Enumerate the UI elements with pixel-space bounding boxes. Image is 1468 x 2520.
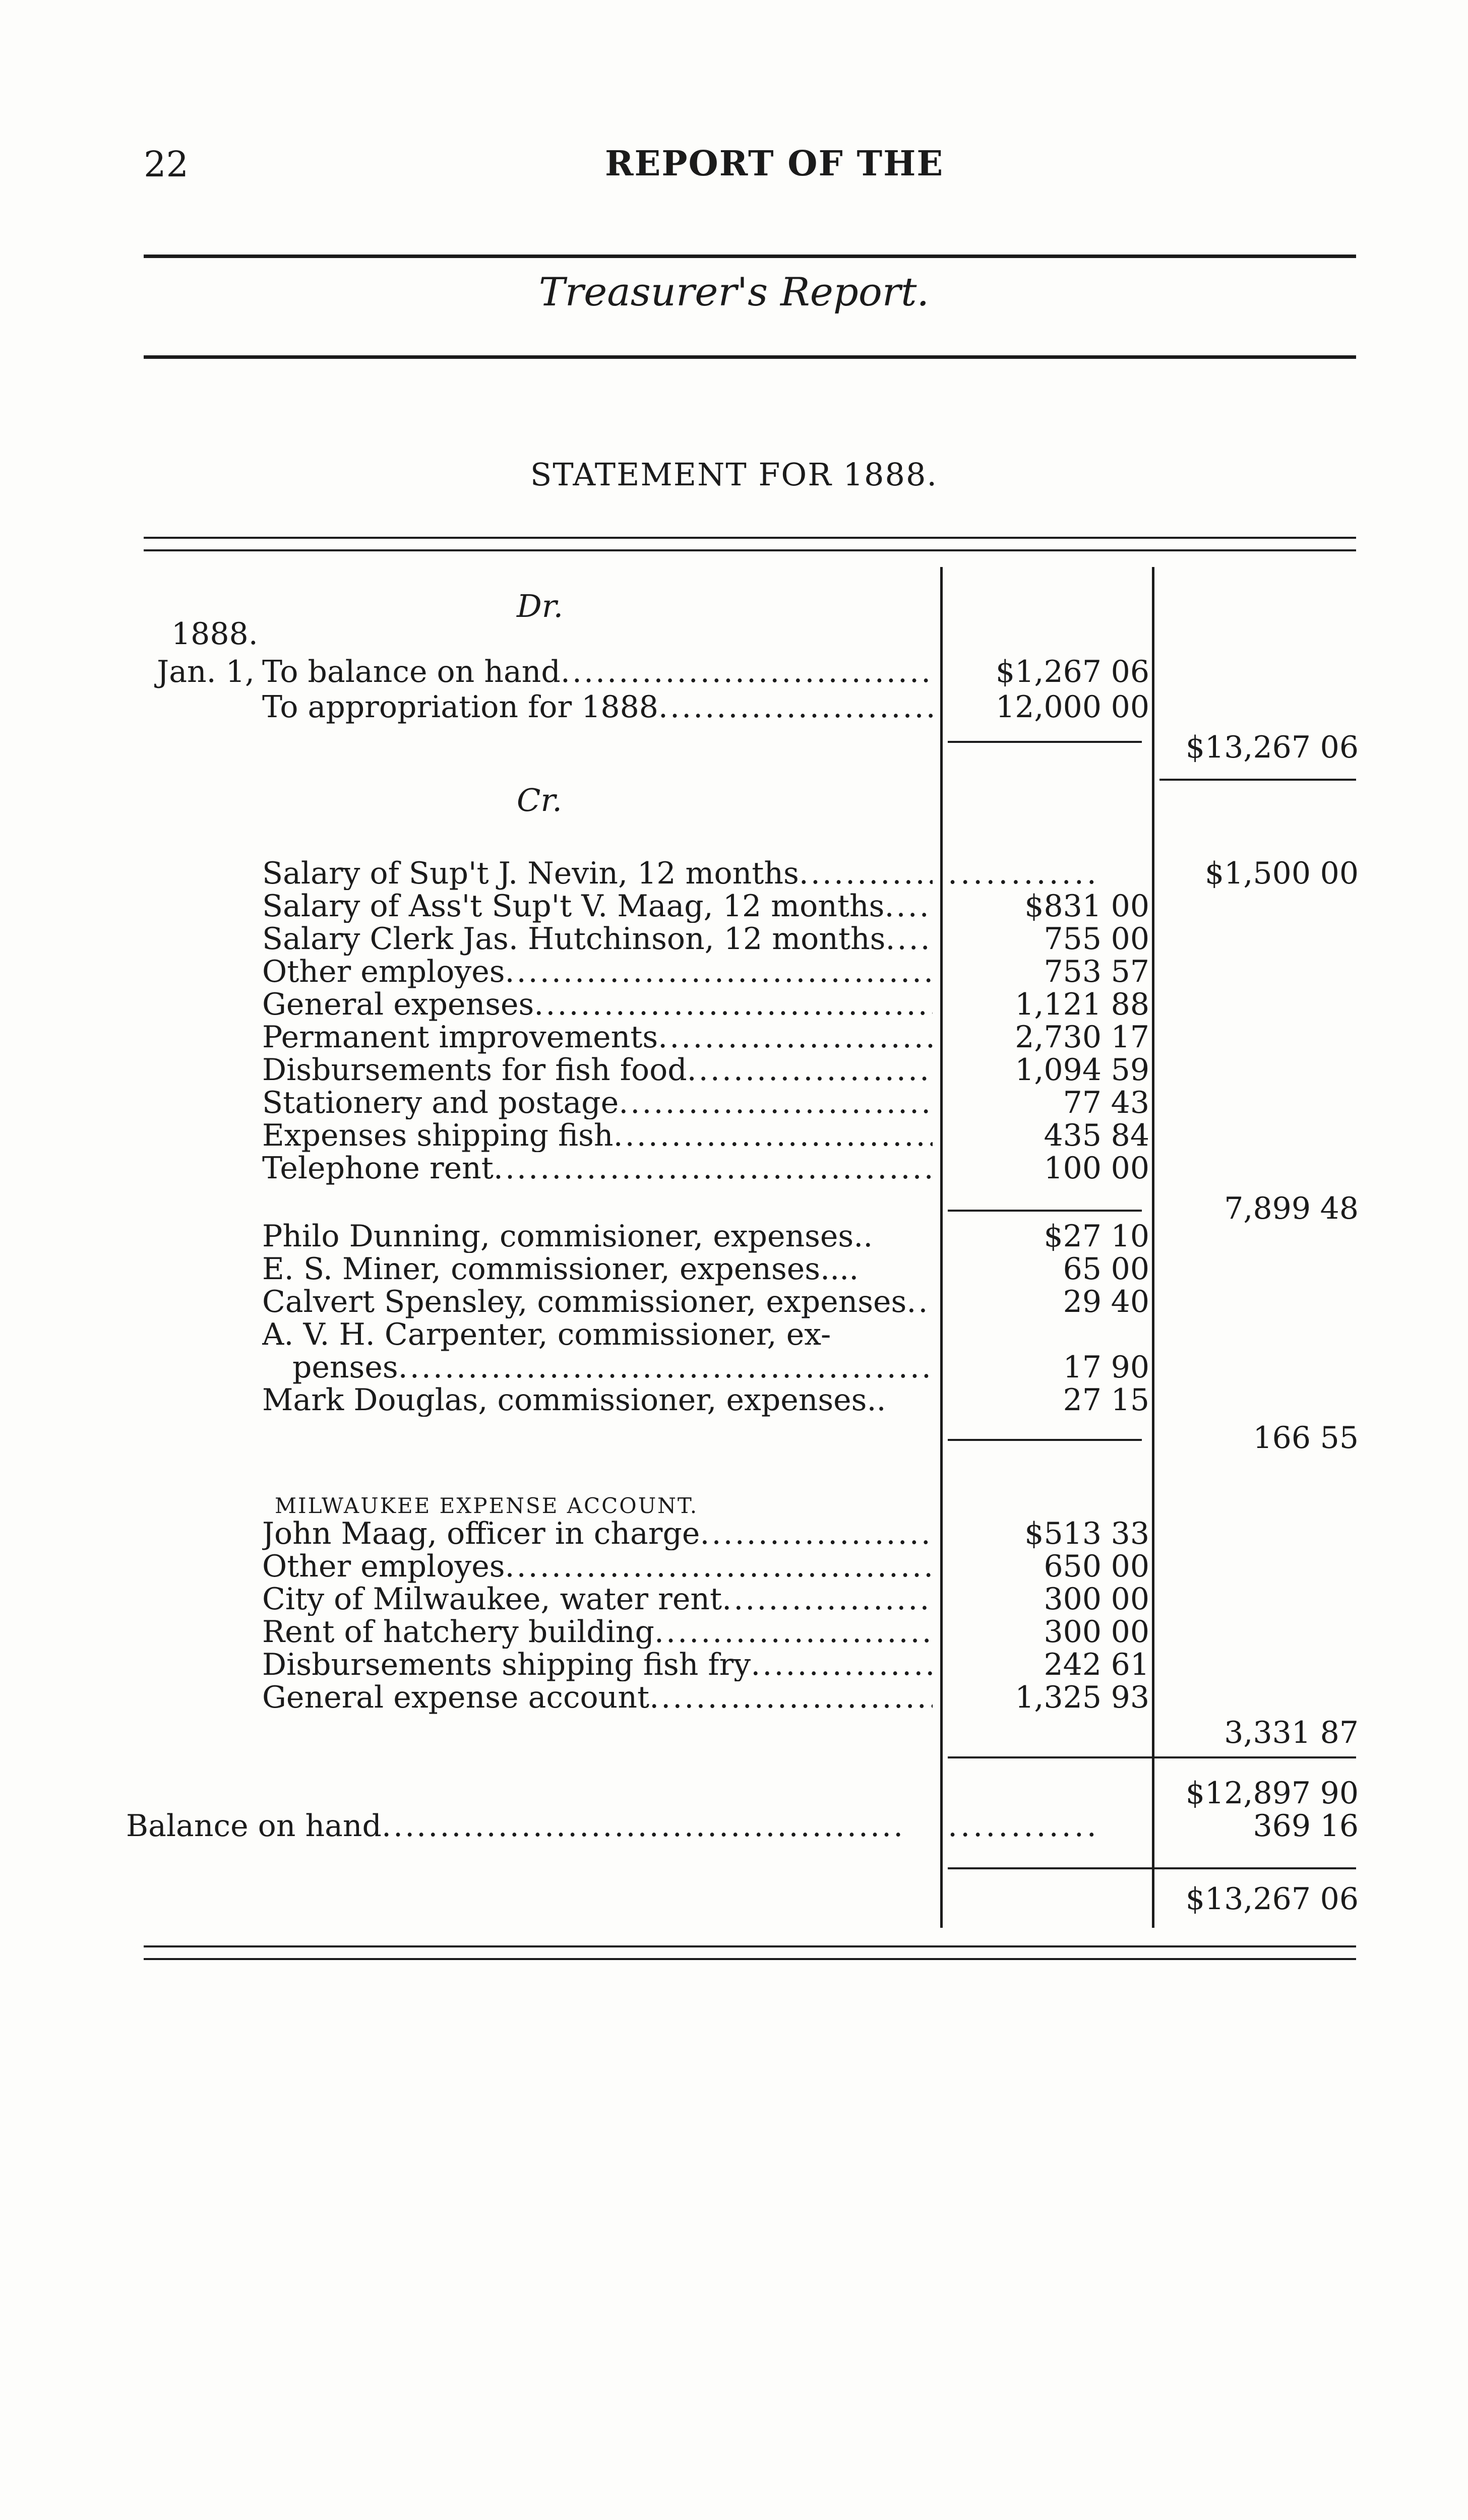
dot-leader <box>649 1681 933 1714</box>
ledger-row <box>0 1152 1468 1185</box>
amount-dollars: $831 <box>1024 889 1102 924</box>
entry-label: A. V. H. Carpenter, commissioner, ex- <box>262 1318 831 1351</box>
entry-description <box>262 1053 933 1087</box>
milwaukee-total <box>1159 1716 1359 1749</box>
dot-leader <box>886 1383 933 1417</box>
amount-cents: 90 <box>1320 1776 1359 1811</box>
amount-cents: 57 <box>1111 954 1149 989</box>
empty-amount-dots: ............ <box>948 857 1099 890</box>
dot-leader <box>505 955 933 988</box>
entry-description <box>262 1681 933 1714</box>
table-rule-bottom-2 <box>144 1958 1356 1960</box>
entry-description <box>262 1648 933 1681</box>
ledger-row <box>0 1583 1468 1616</box>
amount-dollars: 753 <box>1044 954 1102 989</box>
ledger-row <box>0 1252 1468 1286</box>
amount-col1 <box>948 1119 1149 1152</box>
amount-cents: 06 <box>1320 1881 1359 1917</box>
entry-label: General expense account <box>262 1681 650 1714</box>
entry-label: Calvert Spensley, commissioner, expenses <box>262 1285 907 1318</box>
year-label: 1888. <box>171 616 258 652</box>
entry-description <box>262 1383 933 1417</box>
entry-description <box>262 890 933 923</box>
balance-amount <box>1159 1809 1359 1843</box>
ledger-row <box>0 988 1468 1021</box>
amount-dollars: 242 <box>1044 1647 1102 1682</box>
amount-cents: 17 <box>1111 1020 1149 1055</box>
dot-leader <box>654 1615 933 1649</box>
amount-cents: 00 <box>1111 1614 1149 1650</box>
amount-col1 <box>948 655 1149 688</box>
amount-col1 <box>948 1550 1149 1583</box>
expended-total <box>1159 1777 1359 1810</box>
grand-total <box>1159 1882 1359 1916</box>
ledger-row <box>0 1021 1468 1054</box>
amount-col1 <box>948 1053 1149 1087</box>
amount-cents: 06 <box>1320 730 1359 765</box>
amount-dollars: 650 <box>1044 1549 1102 1584</box>
amount-dollars: 300 <box>1044 1614 1102 1650</box>
entry-description <box>292 1351 933 1384</box>
amount-col1 <box>948 1383 1149 1417</box>
entry-label: Other employes <box>262 1550 505 1583</box>
ledger-row <box>0 1383 1468 1417</box>
amount-dollars: 755 <box>1044 921 1102 957</box>
amount-dollars: 1,094 <box>1015 1052 1102 1088</box>
amount-col1 <box>948 1285 1149 1318</box>
amount-col1 <box>948 1681 1149 1714</box>
balance-label: Balance on hand <box>126 1809 382 1843</box>
ledger-row <box>0 1615 1468 1649</box>
credit-row <box>0 857 1468 890</box>
amount-dollars: 1,325 <box>1015 1680 1102 1715</box>
balance-description <box>126 1809 902 1843</box>
amount-dollars: $27 <box>1044 1219 1102 1254</box>
amount-dollars: 12,000 <box>996 689 1102 725</box>
entry-description <box>262 955 933 988</box>
debit-total <box>1159 731 1359 764</box>
entry-description <box>262 690 933 724</box>
dot-leader <box>561 655 933 688</box>
header-rule-top <box>144 255 1356 258</box>
ledger-row <box>0 1086 1468 1119</box>
table-rule-top-1 <box>144 537 1356 539</box>
amount-col1 <box>948 690 1149 724</box>
entry-label: Permanent improvements <box>262 1021 658 1054</box>
header-rule-bottom <box>144 355 1356 359</box>
expended-row <box>0 1777 1468 1810</box>
entry-description <box>262 655 933 688</box>
entry-date: Jan. 1, <box>157 654 255 689</box>
entry-description <box>262 1615 933 1649</box>
entry-label: Expenses shipping fish <box>262 1119 614 1152</box>
entry-label: Telephone rent <box>262 1152 494 1185</box>
entry-description <box>262 1086 933 1119</box>
amount-cents: 00 <box>1320 856 1359 891</box>
page-number: 22 <box>144 144 189 185</box>
ledger-row <box>0 1517 1468 1550</box>
amount-col1 <box>948 1252 1149 1286</box>
amount-cents: 61 <box>1111 1647 1149 1682</box>
debit-year-row <box>0 617 1468 651</box>
table-rule-bottom-1 <box>144 1945 1356 1947</box>
amount-dollars: 65 <box>1063 1251 1102 1287</box>
ledger-row <box>0 1681 1468 1714</box>
entry-description <box>262 1285 933 1318</box>
milwaukee-total-row <box>0 1716 1468 1749</box>
dot-leader <box>398 1351 933 1384</box>
entry-description <box>262 1550 933 1583</box>
amount-cents: 00 <box>1111 1549 1149 1584</box>
amount-cents: 93 <box>1111 1680 1149 1715</box>
amount-dollars: $13,267 <box>1185 730 1311 765</box>
amount-dollars: 435 <box>1044 1118 1102 1153</box>
entry-description <box>262 1517 933 1550</box>
amount-col1 <box>948 1021 1149 1054</box>
amount-col1 <box>948 1517 1149 1550</box>
amount-dollars: $1,500 <box>1205 856 1311 891</box>
statement-title: STATEMENT FOR 1888. <box>530 456 938 493</box>
debit-total-row <box>0 731 1468 764</box>
entry-label: To appropriation for 1888 <box>262 690 658 724</box>
entry-label: Salary of Sup't J. Nevin, 12 months <box>262 857 799 890</box>
amount-dollars: $12,897 <box>1185 1776 1311 1811</box>
amount-dollars: 300 <box>1044 1582 1102 1617</box>
amount-cents: 00 <box>1111 889 1149 924</box>
amount-dollars: $1,267 <box>996 654 1102 689</box>
amount-col1 <box>948 1583 1149 1616</box>
entry-description <box>262 1152 933 1185</box>
amount-dollars: 17 <box>1063 1350 1102 1385</box>
amount-dollars: 2,730 <box>1015 1020 1102 1055</box>
amount-dollars: $513 <box>1024 1516 1102 1551</box>
entry-label: Other employes <box>262 955 505 988</box>
dot-leader <box>619 1086 933 1119</box>
amount-cents: 33 <box>1111 1516 1149 1551</box>
entry-description <box>262 1119 933 1152</box>
entry-label: Disbursements for fish food <box>262 1053 687 1087</box>
amount-dollars: 3,331 <box>1224 1715 1311 1750</box>
amount-cents: 06 <box>1111 654 1149 689</box>
entry-label: City of Milwaukee, water rent <box>262 1583 722 1616</box>
dot-leader <box>687 1053 933 1087</box>
amount-dollars: 1,121 <box>1015 987 1102 1022</box>
ledger-row <box>0 890 1468 923</box>
amount-cents: 00 <box>1111 1251 1149 1287</box>
amount-cents: 00 <box>1111 921 1149 957</box>
dot-leader <box>859 1252 933 1286</box>
dot-leader <box>722 1583 933 1616</box>
dot-leader <box>614 1119 933 1152</box>
amount-dollars: 100 <box>1044 1151 1102 1186</box>
entry-label: penses <box>292 1351 398 1384</box>
dot-leader <box>658 690 933 724</box>
amount-dollars: 7,899 <box>1224 1191 1311 1226</box>
credit-heading: Cr. <box>517 782 562 818</box>
dot-leader <box>906 1285 933 1318</box>
ledger-row <box>0 1053 1468 1087</box>
ledger-row <box>0 1285 1468 1318</box>
entry-label: E. S. Miner, commissioner, expenses.... <box>262 1252 859 1286</box>
amount-cents: 15 <box>1111 1382 1149 1418</box>
entry-description <box>262 1583 933 1616</box>
amount-cents: 43 <box>1111 1085 1149 1120</box>
amount-cents: 88 <box>1111 987 1149 1022</box>
entry-label: Mark Douglas, commissioner, expenses.. <box>262 1383 886 1417</box>
dot-leader <box>751 1648 933 1681</box>
total-rule <box>948 1867 1356 1869</box>
grand-total-row <box>0 1882 1468 1916</box>
ledger-row <box>0 1648 1468 1681</box>
dot-leader <box>494 1152 933 1185</box>
subtotal-rule <box>948 1756 1356 1758</box>
entry-label: General expenses <box>262 988 534 1021</box>
amount-col1 <box>948 1086 1149 1119</box>
ledger-row <box>0 1550 1468 1583</box>
entry-label: Disbursements shipping fish fry <box>262 1648 751 1681</box>
entry-label: Salary Clerk Jas. Hutchinson, 12 months <box>262 922 886 956</box>
running-head: REPORT OF THE <box>605 144 944 184</box>
ledger-row <box>0 955 1468 988</box>
amount-col1 <box>948 1152 1149 1185</box>
dot-leader <box>700 1517 933 1550</box>
amount-cents: 00 <box>1111 689 1149 725</box>
debit-heading: Dr. <box>517 588 564 624</box>
entry-description <box>262 857 933 890</box>
balance-row <box>0 1809 1468 1843</box>
amount-col1 <box>948 988 1149 1021</box>
amount-cents: 10 <box>1111 1219 1149 1254</box>
milwaukee-heading: MILWAUKEE EXPENSE ACCOUNT. <box>275 1493 699 1518</box>
entry-label: Rent of hatchery building <box>262 1615 654 1649</box>
amount-dollars: 369 <box>1253 1808 1311 1844</box>
dot-leader <box>884 890 933 923</box>
debit-row <box>0 690 1468 724</box>
entry-description <box>262 988 933 1021</box>
dot-leader <box>382 1809 902 1843</box>
amount-dollars: $13,267 <box>1185 1881 1311 1917</box>
ledger-row <box>0 1318 1468 1351</box>
entry-label: Stationery and postage <box>262 1086 619 1119</box>
ledger-row <box>0 1119 1468 1152</box>
commissioners-total-row <box>0 1421 1468 1455</box>
ledger-row <box>0 1351 1468 1384</box>
amount-cents: 87 <box>1320 1715 1359 1750</box>
amount-cents: 48 <box>1320 1191 1359 1226</box>
amount-cents: 55 <box>1320 1420 1359 1456</box>
dot-leader <box>658 1021 933 1054</box>
amount-cents: 84 <box>1111 1118 1149 1153</box>
total-rule <box>1159 779 1356 781</box>
entry-label: John Maag, officer in charge <box>262 1517 700 1550</box>
entry-label: To balance on hand <box>262 655 561 688</box>
dot-leader <box>831 1318 933 1351</box>
entry-label: Philo Dunning, commisioner, expenses.. <box>262 1220 873 1253</box>
table-rule-top-2 <box>144 549 1356 551</box>
dot-leader <box>799 857 933 890</box>
amount-cents: 00 <box>1111 1582 1149 1617</box>
debit-row <box>0 655 1468 688</box>
amount-dollars: 29 <box>1063 1284 1102 1319</box>
amount-dollars: 77 <box>1063 1085 1102 1120</box>
dot-leader <box>534 988 933 1021</box>
entry-description <box>262 1220 933 1253</box>
empty-amount-dots: ............ <box>948 1809 1099 1843</box>
amount-cents: 59 <box>1111 1052 1149 1088</box>
amount-dollars: 166 <box>1253 1420 1311 1456</box>
entry-description <box>262 1318 933 1351</box>
dot-leader <box>505 1550 933 1583</box>
amount-col2 <box>1159 857 1359 890</box>
amount-cents: 40 <box>1111 1284 1149 1319</box>
entry-description <box>262 1021 933 1054</box>
amount-col1 <box>948 922 1149 956</box>
amount-cents: 16 <box>1320 1808 1359 1844</box>
entry-description <box>262 922 933 956</box>
amount-col1 <box>948 1615 1149 1649</box>
amount-dollars: 27 <box>1063 1382 1102 1418</box>
dot-leader <box>885 922 933 956</box>
amount-col1 <box>948 1351 1149 1384</box>
ledger-row <box>0 1220 1468 1253</box>
amount-col1 <box>948 1220 1149 1253</box>
amount-col1 <box>948 955 1149 988</box>
ledger-row <box>0 922 1468 956</box>
amount-cents: 00 <box>1111 1151 1149 1186</box>
entry-label: Salary of Ass't Sup't V. Maag, 12 months <box>262 890 885 923</box>
commissioners-total <box>1159 1421 1359 1455</box>
amount-col1 <box>948 1648 1149 1681</box>
amount-cents: 90 <box>1111 1350 1149 1385</box>
entry-description <box>262 1252 933 1286</box>
amount-col1 <box>948 890 1149 923</box>
section-title: Treasurer's Report. <box>538 270 930 315</box>
dot-leader <box>873 1220 933 1253</box>
